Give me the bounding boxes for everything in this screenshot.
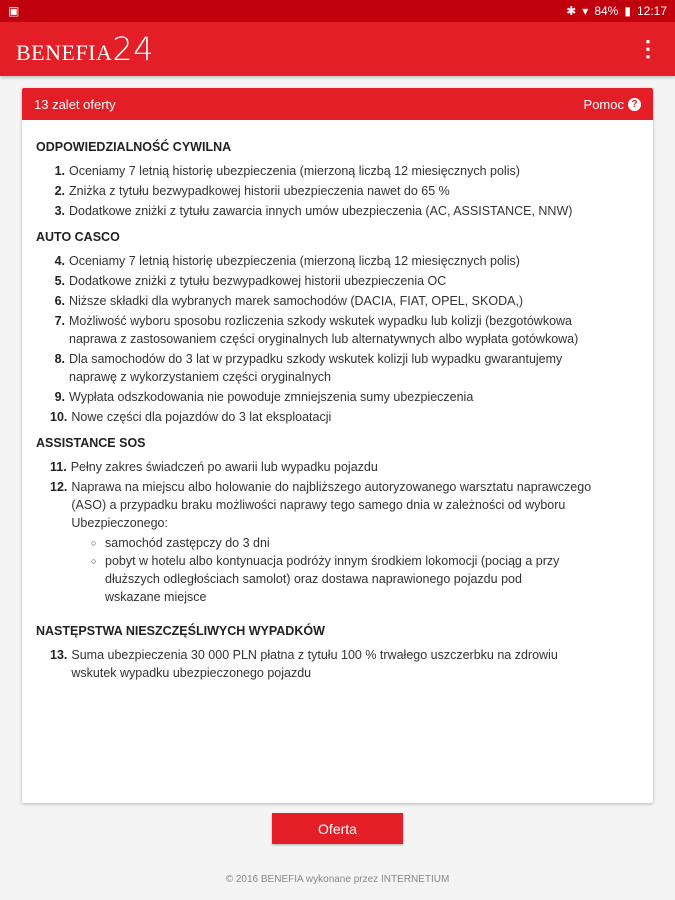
item-text: Dodatkowe zniżki z tytułu bezwypadkowej historii ubezpieczenia OC [69, 274, 447, 288]
item-text: Zniżka z tytułu bezwypadkowej historii ubezpieczenia nawet do 65 % [69, 184, 450, 198]
wifi-icon: ▾ [582, 4, 589, 18]
item-text: Niższe składki dla wybranych marek samochodów (DACIA, FIAT, OPEL, SKODA,) [69, 294, 524, 308]
list-item [50, 202, 639, 220]
app-bar [0, 22, 675, 76]
item-text: Dla samochodów do 3 lat w przypadku szkody wskutek kolizji lub wypadku gwarantujemy naprawę z wykorzystaniem części oryginalnych [69, 352, 563, 384]
footer-copyright: © 2016 BENEFIA wykonane przez INTERNETIUM [225, 874, 450, 885]
list-item [50, 272, 639, 290]
item-number: 7. [54, 314, 65, 328]
item-number: 6. [54, 294, 65, 308]
sub-item-text: samochód zastępczy do 3 dni [105, 536, 270, 550]
section-heading: NASTĘPSTWA NIESZCZĘŚLIWYCH WYPADKÓW [36, 624, 325, 638]
list-item [50, 388, 639, 406]
bullet-icon: ○ [91, 556, 97, 566]
item-number: 3. [54, 204, 65, 218]
item-number: 13. [50, 648, 68, 662]
benefits-list [22, 120, 653, 682]
overflow-menu-icon[interactable]: ⋮ [637, 36, 659, 61]
item-number: 11. [50, 460, 67, 474]
section [36, 228, 639, 426]
item-number: 4. [54, 254, 65, 268]
item-number: 12. [50, 480, 68, 494]
list-item [50, 182, 639, 200]
item-text: Dodatkowe zniżki z tytułu zawarcia innych umów ubezpieczenia (AC, ASSISTANCE, NNW) [69, 204, 573, 218]
list-item [50, 292, 639, 310]
bluetooth-icon: ✱ [566, 4, 577, 18]
battery-icon: ▮ [624, 4, 631, 18]
sub-list-item [91, 534, 639, 552]
section-heading: AUTO CASCO [36, 230, 120, 244]
list-item [50, 252, 639, 270]
item-text: Suma ubezpieczenia 30 000 PLN płatna z tytułu 100 % trwałego uszczerbku na zdrowiu wskutek wypadku ubezpieczonego pojazdu [71, 648, 558, 680]
list-item [50, 312, 639, 348]
item-text: Oceniamy 7 letnią historię ubezpieczenia (mierzoną liczbą 12 miesięcznych polis) [69, 254, 520, 268]
item-number: 2. [54, 184, 65, 198]
item-text: Nowe części dla pojazdów do 3 lat eksploatacji [71, 410, 332, 424]
list-item [50, 350, 639, 386]
benefits-card [22, 88, 653, 803]
offer-button[interactable]: Oferta [272, 813, 403, 844]
bullet-icon: ○ [91, 538, 97, 548]
help-icon: ? [628, 98, 641, 111]
help-link[interactable] [584, 97, 641, 112]
item-number: 8. [54, 352, 65, 366]
list-item [50, 458, 639, 476]
section [36, 434, 639, 606]
section-heading: ODPOWIEDZIALNOŚĆ CYWILNA [36, 140, 232, 154]
list-item [50, 162, 639, 180]
sub-list-item [91, 552, 639, 606]
item-text: Naprawa na miejscu albo holowanie do najbliższego autoryzowanego warsztatu naprawczego (ASO) a przypadku braku możliwości naprawy tego samego dnia w zależności od wyboru Ubezpieczonego: [71, 480, 592, 530]
status-bar [0, 0, 675, 22]
battery-percent: 84% [594, 4, 619, 18]
item-text: Pełny zakres świadczeń po awarii lub wypadku pojazdu [70, 460, 378, 474]
item-number: 1. [54, 164, 65, 178]
item-number: 9. [54, 390, 65, 404]
list-item [50, 646, 639, 682]
item-text: Wypłata odszkodowania nie powoduje zmniejszenia sumy ubezpieczenia [69, 390, 474, 404]
item-text: Możliwość wyboru sposobu rozliczenia szkody wskutek wypadku lub kolizji (bezgotówkowa naprawa z zastosowaniem części oryginalnych lub alternatywnych albo wypłata gotówkowa) [69, 314, 579, 346]
logo: BENEFIA24 [16, 30, 155, 68]
clock: 12:17 [636, 4, 667, 18]
list-item [50, 408, 639, 426]
item-number: 10. [50, 410, 68, 424]
sub-item-text: pobyt w hotelu albo kontynuacja podróży innym środkiem lokomocji (pociąg a przy dłuższych odległościach samolot) oraz dostawa naprawionego pojazdu pod wskazane miejsce [105, 554, 560, 604]
screenshot-icon: ▣ [8, 4, 20, 18]
item-number: 5. [54, 274, 65, 288]
item-text: Oceniamy 7 letnią historię ubezpieczenia (mierzoną liczbą 12 miesięcznych polis) [69, 164, 520, 178]
section-heading: ASSISTANCE SOS [36, 436, 146, 450]
section [36, 138, 639, 220]
help-label: Pomoc [583, 96, 624, 112]
list-item [50, 478, 639, 532]
card-title: 13 zalet oferty [34, 96, 116, 112]
card-header [22, 88, 653, 120]
section [36, 622, 639, 682]
